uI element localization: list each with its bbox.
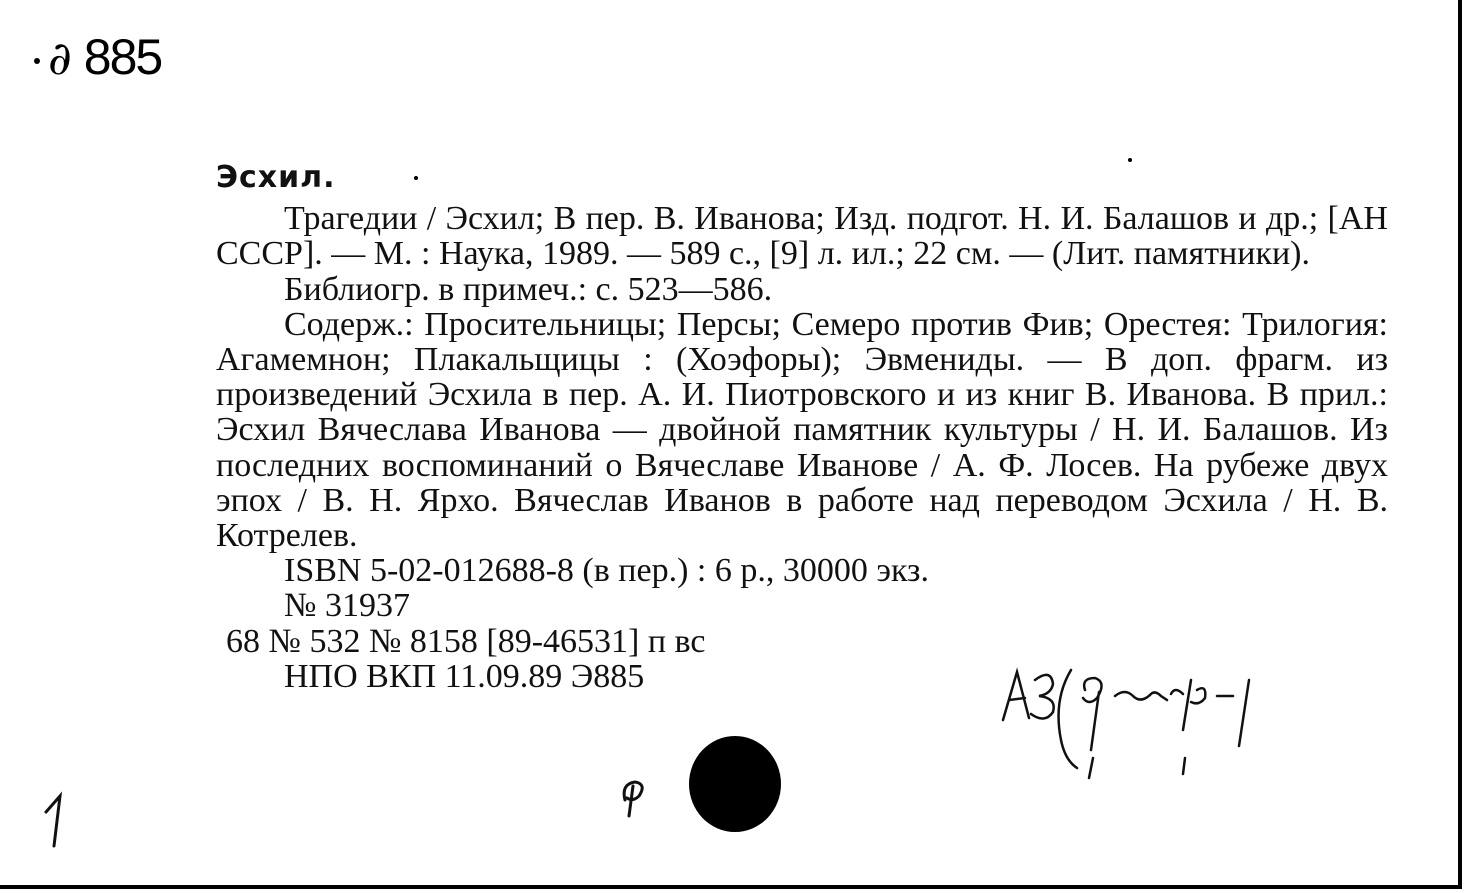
handwritten-mark-left xyxy=(40,790,80,850)
punch-hole xyxy=(689,736,781,832)
isbn-line: ISBN 5-02-012688-8 (в пер.) : 6 р., 30000 экз. xyxy=(284,552,929,590)
handwritten-shelfmark xyxy=(985,650,1345,790)
ink-dot xyxy=(34,58,40,64)
card-body xyxy=(216,160,1388,694)
title-description: Трагедии / Эсхил; В пер. В. Иванова; Изд. подгот. Н. И. Балашов и др.; [АН СССР]. — М. : Наука, 1989. — 589 с., [9] л. ил.; 22 см. — (Лит. памятники). xyxy=(216,200,1388,273)
bibliography-note: Библиогр. в примеч.: с. 523—586. xyxy=(284,270,773,308)
catalog-number: 885 xyxy=(83,29,162,85)
print-codes-line: 68 № 532 № 8158 [89-46531] п вс xyxy=(226,622,706,660)
publisher-line: НПО ВКП 11.09.89 Э885 xyxy=(284,657,645,695)
contents-note: Содерж.: Просительницы; Персы; Семеро против Фив; Орестея: Трилогия: Агамемнон; Плакальщицы : (Хоэфоры); Эвмениды. — В доп. фрагм. из произведений Эсхила в пер. А. И. Пиотровского и из книг В. Иванова. В прил.: Эсхил Вячеслава Иванова — двойной памятник культуры / Н. И. Балашов. Из последних воспоминаний о Вячеславе Иванове / А. Ф. Лосев. На рубеже двух эпох / В. Н. Ярхо. Вячеслав Иванов в работе над переводом Эсхила / Н. В. Котрелев. xyxy=(216,305,1388,555)
handwritten-catalog-number xyxy=(34,28,161,86)
author-heading: Эсхил. xyxy=(216,160,336,195)
handwritten-mark-center xyxy=(615,770,655,820)
card-number-line: № 31937 xyxy=(284,587,410,625)
handwritten-prefix: ∂ xyxy=(48,31,70,85)
